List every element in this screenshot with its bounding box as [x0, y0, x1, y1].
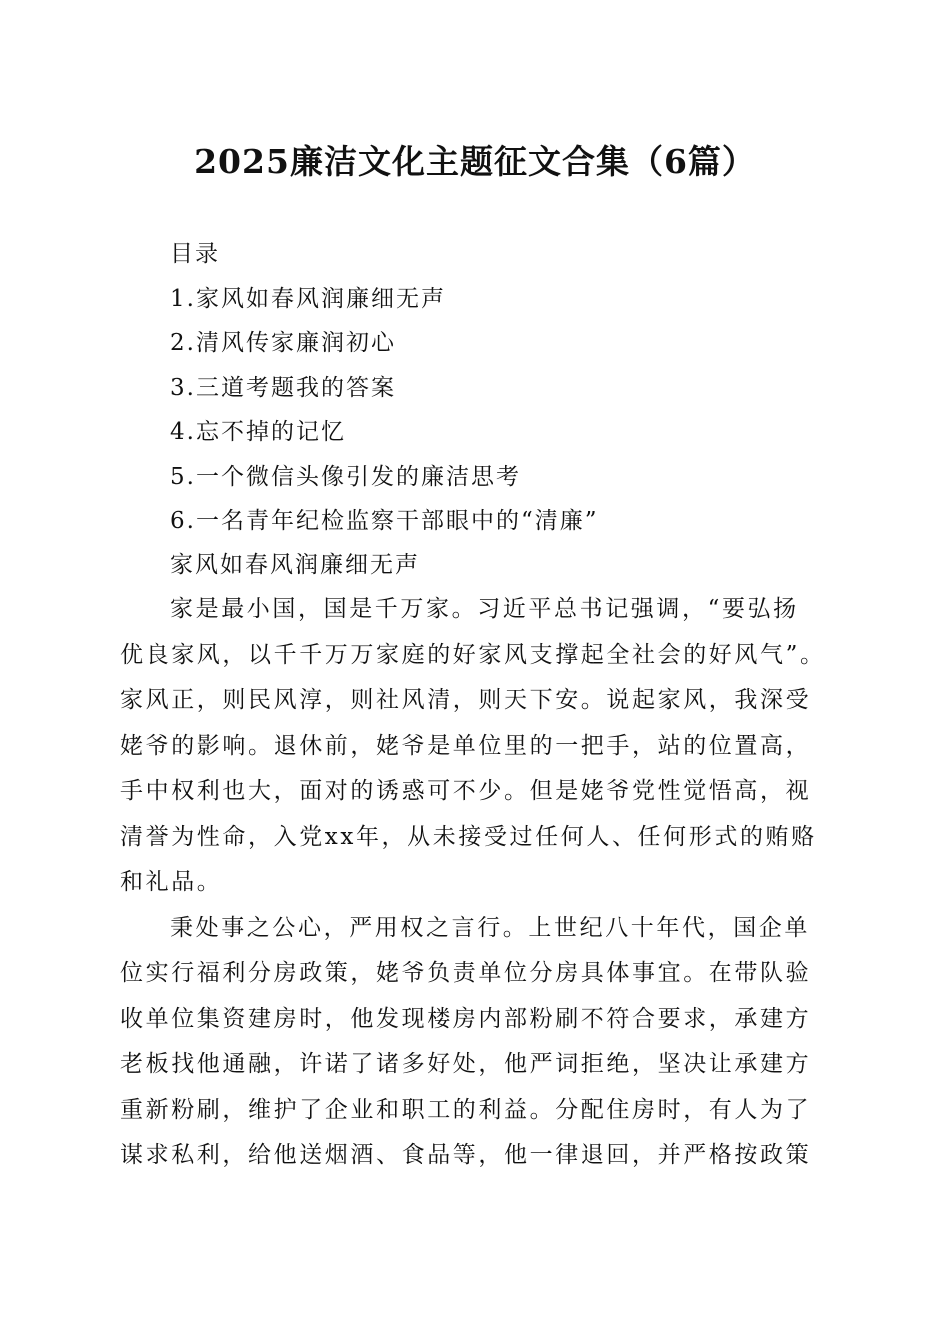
paragraph: [120, 906, 840, 1179]
paragraph-line: 老板找他通融，许诺了诸多好处，他严词拒绝，坚决让承建方: [120, 1051, 812, 1077]
toc-item: 1.家风如春风润廉细无声: [170, 285, 446, 312]
paragraph-line: 位实行福利分房政策，姥爷负责单位分房具体事宜。在带队验: [120, 960, 812, 986]
paragraph: [120, 587, 840, 906]
document-title: 2025廉洁文化主题征文合集（6篇）: [194, 142, 756, 181]
paragraph-line: 优良家风，以千千万万家庭的好家风支撑起全社会的好风气”。: [120, 641, 826, 668]
paragraph-line: 收单位集资建房时，他发现楼房内部粉刷不符合要求，承建方: [120, 1005, 812, 1032]
toc-item: 5.一个微信头像引发的廉洁思考: [170, 463, 521, 490]
toc-item: 6.一名青年纪检监察干部眼中的“清廉”: [170, 508, 599, 534]
section-title: 家风如春风润廉细无声: [170, 552, 420, 578]
table-of-contents: [170, 232, 598, 544]
paragraph-line: 重新粉刷，维护了企业和职工的利益。分配住房时，有人为了: [120, 1096, 812, 1123]
paragraph-line: 家风正，则民风淳，则社风清，则天下安。说起家风，我深受: [120, 687, 812, 713]
paragraph-line: 和礼品。: [120, 869, 223, 895]
paragraph-line: 秉处事之公心，严用权之言行。上世纪八十年代，国企单: [170, 914, 810, 941]
paragraph-line: 清誉为性命，入党xx年，从未接受过任何人、任何形式的贿赂: [120, 823, 817, 850]
paragraph-line: 姥爷的影响。退休前，姥爷是单位里的一把手，站的位置高，: [120, 732, 812, 759]
paragraph-line: 手中权利也大，面对的诱惑可不少。但是姥爷党性觉悟高，视: [120, 778, 812, 804]
toc-item: 3.三道考题我的答案: [170, 374, 396, 401]
toc-heading: 目录: [170, 241, 220, 267]
document-body: [120, 543, 840, 1179]
paragraph-line: 家是最小国，国是千万家。习近平总书记强调，“要弘扬: [170, 596, 799, 622]
paragraph-line: 谋求私利，给他送烟酒、食品等，他一律退回，并严格按政策: [120, 1142, 812, 1168]
toc-item: 2.清风传家廉润初心: [170, 330, 396, 356]
toc-item: 4.忘不掉的记忆: [170, 419, 346, 445]
